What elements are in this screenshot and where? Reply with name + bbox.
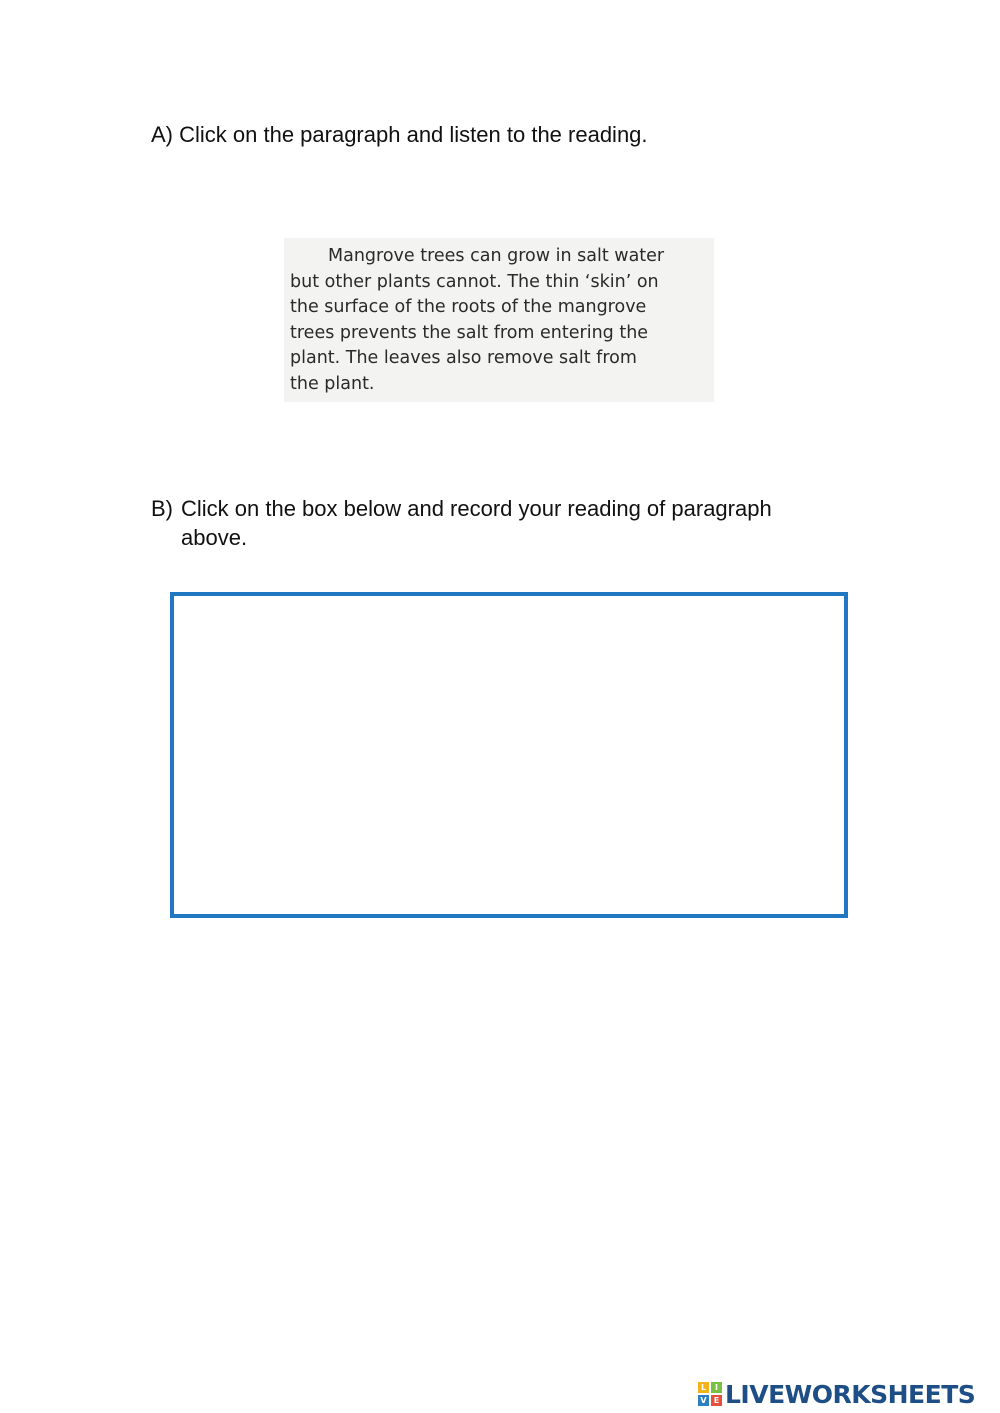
question-b-line-2: above. — [181, 525, 248, 550]
brand-name: LIVEWORKSHEETS — [725, 1379, 976, 1409]
passage-line: but other plants cannot. The thin ‘skin’ on — [290, 271, 659, 292]
passage-line: trees prevents the salt from entering the — [290, 322, 649, 343]
passage-line: the surface of the roots of the mangrove — [290, 297, 647, 318]
passage-line: the plant. — [290, 373, 375, 394]
reading-passage[interactable] — [284, 238, 714, 402]
passage-line: Mangrove trees can grow in salt water — [328, 246, 665, 266]
brand-logo-tile: V — [698, 1395, 709, 1406]
brand-logo-tile: E — [711, 1395, 722, 1406]
passage-line: plant. The leaves also remove salt from — [290, 348, 637, 369]
question-b-line-1: Click on the box below and record your reading of paragraph — [181, 496, 772, 521]
brand-logo-icon — [698, 1382, 722, 1406]
liveworksheets-logo — [698, 1379, 975, 1409]
brand-logo-tile: L — [698, 1382, 709, 1393]
voice-recording-box[interactable] — [170, 592, 848, 918]
brand-logo-tile: I — [711, 1382, 722, 1393]
question-a-instruction: A) Click on the paragraph and listen to the reading. — [151, 122, 648, 147]
question-b-label: B) — [151, 496, 173, 521]
question-b-instruction — [151, 494, 851, 552]
